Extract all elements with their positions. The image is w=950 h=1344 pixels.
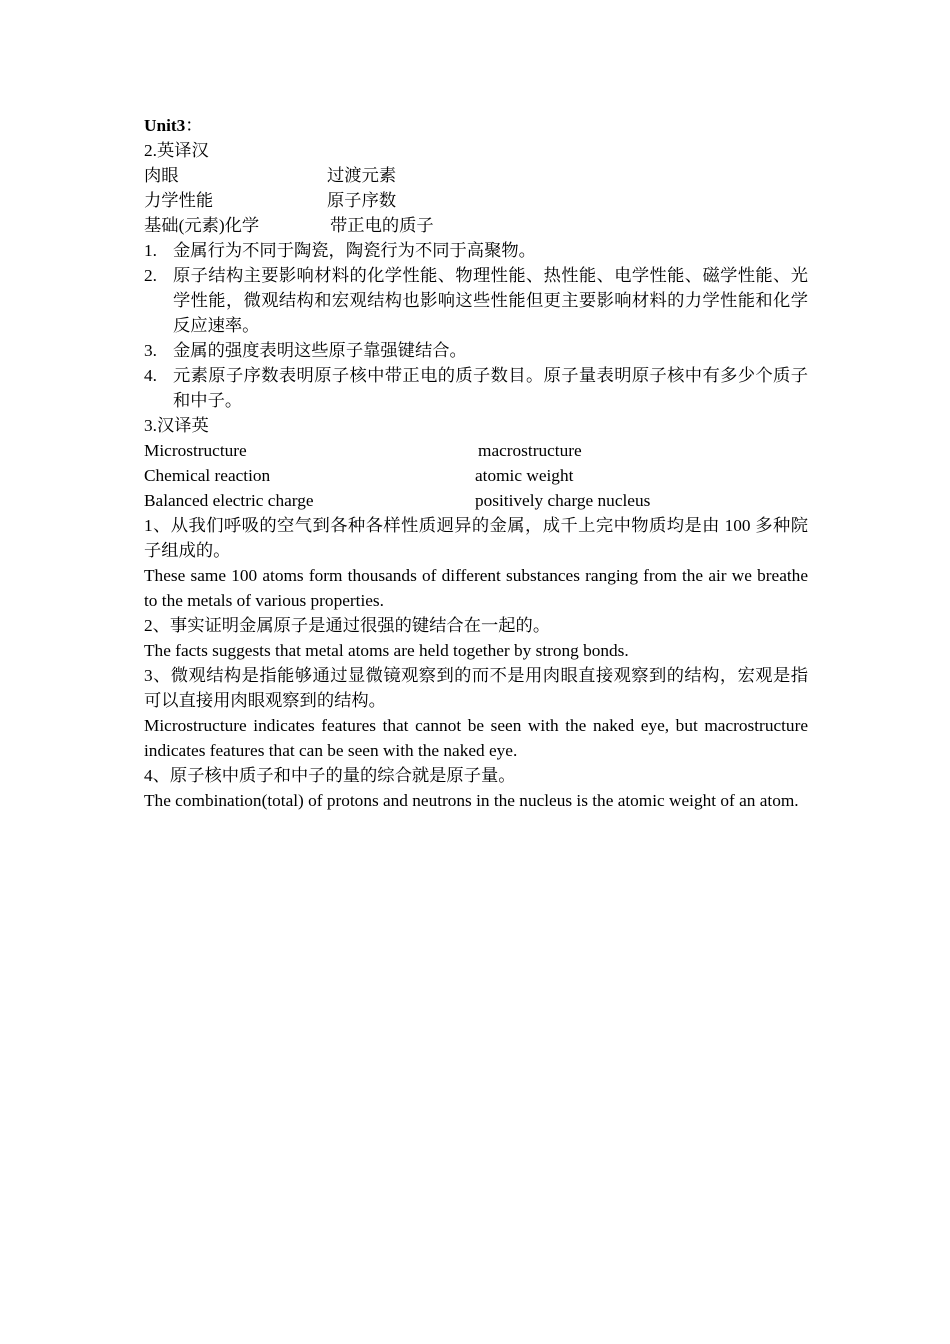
vocab-term-zh: 过渡元素 [327,166,397,185]
list-item [144,338,808,363]
vocab-term-en: Chemical reaction [144,466,271,485]
list-item-number: 2. [144,266,157,285]
section2-heading: 2.英译汉 [144,141,209,160]
translation-source-zh: 1、从我们呼吸的空气到各种各样性质迥异的金属，成千上完中物质均是由 100 多种院子组成的。 [144,516,808,560]
list-item-text: 金属行为不同于陶瓷，陶瓷行为不同于高聚物。 [173,241,536,260]
translation-source-zh: 3、微观结构是指能够通过显微镜观察到的而不是用肉眼直接观察到的结构，宏观是指可以直接用肉眼观察到的结构。 [144,666,808,710]
section2-vocab-row [144,188,808,213]
translation-source-zh: 4、原子核中质子和中子的量的综合就是原子量。 [144,766,516,785]
vocab-term-zh: 力学性能 [144,191,214,210]
vocab-term-en: positively charge nucleus [475,491,651,510]
section2-sentence-list [144,238,808,413]
translation-source-zh: 2、事实证明金属原子是通过很强的键结合在一起的。 [144,616,551,635]
vocab-term-en: macrostructure [478,441,582,460]
vocab-term-en: Balanced electric charge [144,491,314,510]
document-page [144,113,808,813]
unit-title-text: Unit3 [144,116,186,135]
translation-target-en: The combination(total) of protons and neutrons in the nucleus is the atomic weight of an atom. [144,791,799,810]
translation-target-en: The facts suggests that metal atoms are held together by strong bonds. [144,641,629,660]
vocab-term-en: atomic weight [475,466,574,485]
unit-title [144,113,808,138]
unit-title-colon: ： [185,116,203,135]
section2-vocab-row [144,163,808,188]
vocab-term-en: Microstructure [144,441,247,460]
translation-target-en: Microstructure indicates features that cannot be seen with the naked eye, but macrostructure indicates features that can be seen with the naked eye. [144,716,808,760]
translation-target-en: These same 100 atoms form thousands of different substances ranging from the air we breathe to the metals of various properties. [144,566,808,610]
section2-vocab-row [144,213,808,238]
list-item-number: 4. [144,366,157,385]
list-item-number: 1. [144,241,157,260]
list-item [144,238,808,263]
list-item-text: 原子结构主要影响材料的化学性能、物理性能、热性能、电学性能、磁学性能、光学性能，微观结构和宏观结构也影响这些性能但更主要影响材料的力学性能和化学反应速率。 [173,266,808,335]
section3-vocab-row [144,438,808,463]
list-item-text: 金属的强度表明这些原子靠强键结合。 [173,341,467,360]
section3-vocab-row [144,463,808,488]
list-item [144,363,808,413]
section3-vocab-row [144,488,808,513]
vocab-term-zh: 带正电的质子 [330,216,434,235]
list-item [144,263,808,338]
vocab-term-zh: 肉眼 [144,166,179,185]
vocab-term-zh: 原子序数 [327,191,397,210]
list-item-text: 元素原子序数表明原子核中带正电的质子数目。原子量表明原子核中有多少个质子和中子。 [173,366,808,410]
vocab-term-zh: 基础(元素)化学 [144,216,260,235]
section3-heading: 3.汉译英 [144,416,209,435]
list-item-number: 3. [144,341,157,360]
